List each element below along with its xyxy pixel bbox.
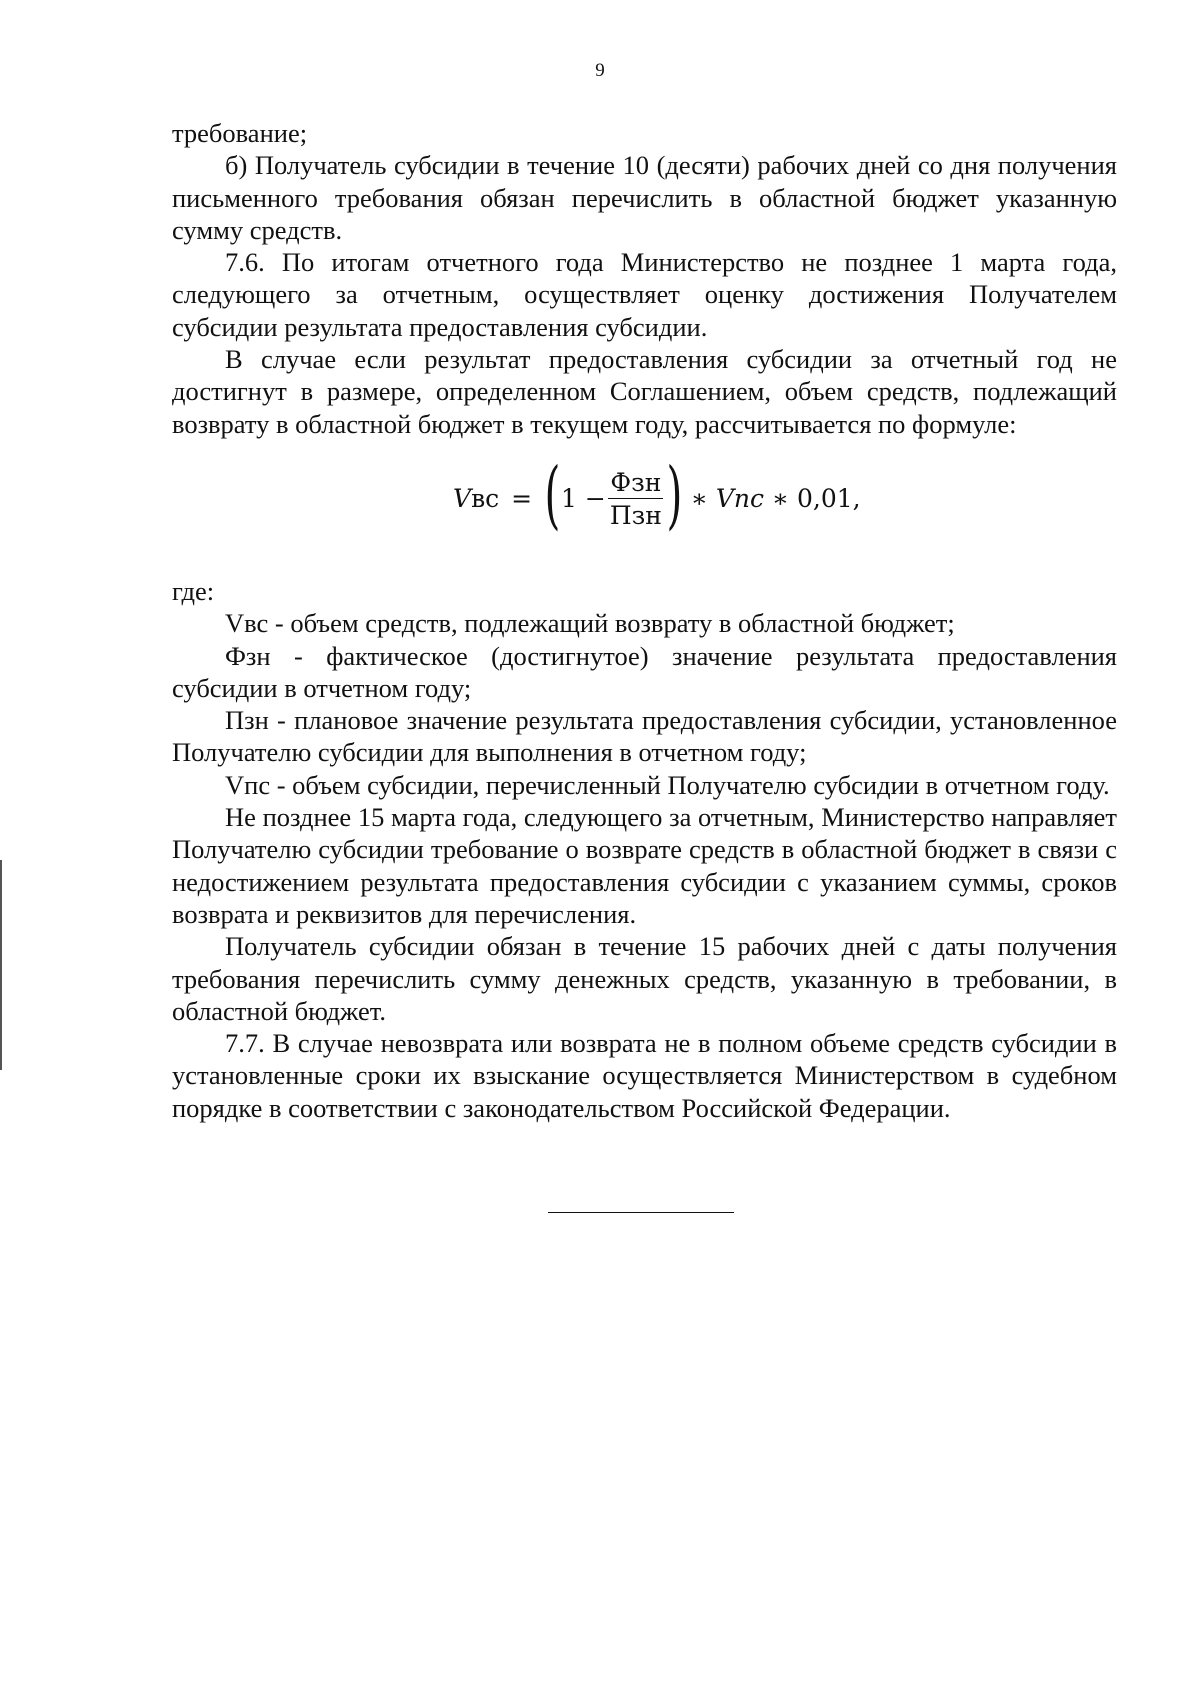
formula-fraction: [608, 467, 664, 530]
formula-vps: Vпс: [715, 484, 764, 514]
paragraph-formula-intro: В случае если результат предоставления субсидии за отчетный год не достигнут в размере, определенном Соглашением, объем средств, подлежащий возврату в областной бюджет в текущем году, рассчитывается по формуле:: [172, 344, 1117, 439]
formula-minus: −: [584, 484, 606, 514]
definition-fzn: Фзн - фактическое (достигнутое) значение результата предоставления субсидии в отчетном году;: [172, 640, 1117, 703]
paragraph-7-6: 7.6. По итогам отчетного года Министерство не позднее 1 марта года, следующего за отчетным, осуществляет оценку достижения Получателем субсидии результата предоставления субсидии.: [172, 247, 1117, 342]
formula-one: 1: [560, 484, 577, 514]
formula-coefficient: 0,01,: [796, 484, 861, 514]
paragraph-continuation: требование;: [172, 118, 308, 148]
paragraph-7-7: 7.7. В случае невозврата или возврата не в полном объеме средств субсидии в установленные сроки их взыскание осуществляется Министерством в судебном порядке в соответствии с законодательством Российской Федерации.: [172, 1028, 1117, 1123]
formula-denominator: Пзн: [609, 500, 662, 530]
paragraph-item-b: б) Получатель субсидии в течение 10 (десяти) рабочих дней со дня получения письменного требования обязан перечислить в областной бюджет указанную сумму средств.: [172, 150, 1117, 245]
closing-rule: [548, 1212, 734, 1213]
formula-block: [172, 440, 1117, 575]
paragraph-15-working-days: Получатель субсидии обязан в течение 15 рабочих дней с даты получения требования перечислить сумму денежных средств, указанную в требовании, в областной бюджет.: [172, 931, 1117, 1026]
formula-open-paren: (: [544, 451, 561, 538]
page-number: 9: [595, 60, 605, 81]
formula-lhs-sub: вс: [471, 484, 500, 514]
page-body: [172, 117, 1117, 1124]
formula-numerator: Фзн: [610, 467, 662, 497]
definition-pzn: Пзн - плановое значение результата предоставления субсидии, установленное Получателю субсидии для выполнения в отчетном году;: [172, 705, 1117, 768]
formula-lhs-v: V: [453, 484, 472, 514]
scan-edge-mark: [0, 860, 2, 1070]
formula-close-paren: ): [666, 451, 683, 538]
formula-times-1: ∗: [690, 484, 708, 514]
formula-equals: =: [511, 484, 533, 514]
definition-vps: Vпс - объем субсидии, перечисленный Получателю субсидии в отчетном году.: [225, 769, 1110, 800]
definitions-where: где:: [172, 575, 215, 606]
definition-vvs: Vвс - объем средств, подлежащий возврату в областной бюджет;: [225, 608, 955, 639]
paragraph-march-15: Не позднее 15 марта года, следующего за отчетным, Министерство направляет Получателю субсидии требование о возврате средств в областной бюджет в связи с недостижением результата предоставления субсидии с указанием суммы, сроков возврата и реквизитов для перечисления.: [172, 802, 1117, 929]
formula-times-2: ∗: [771, 484, 789, 514]
return-amount-formula: [453, 451, 861, 538]
